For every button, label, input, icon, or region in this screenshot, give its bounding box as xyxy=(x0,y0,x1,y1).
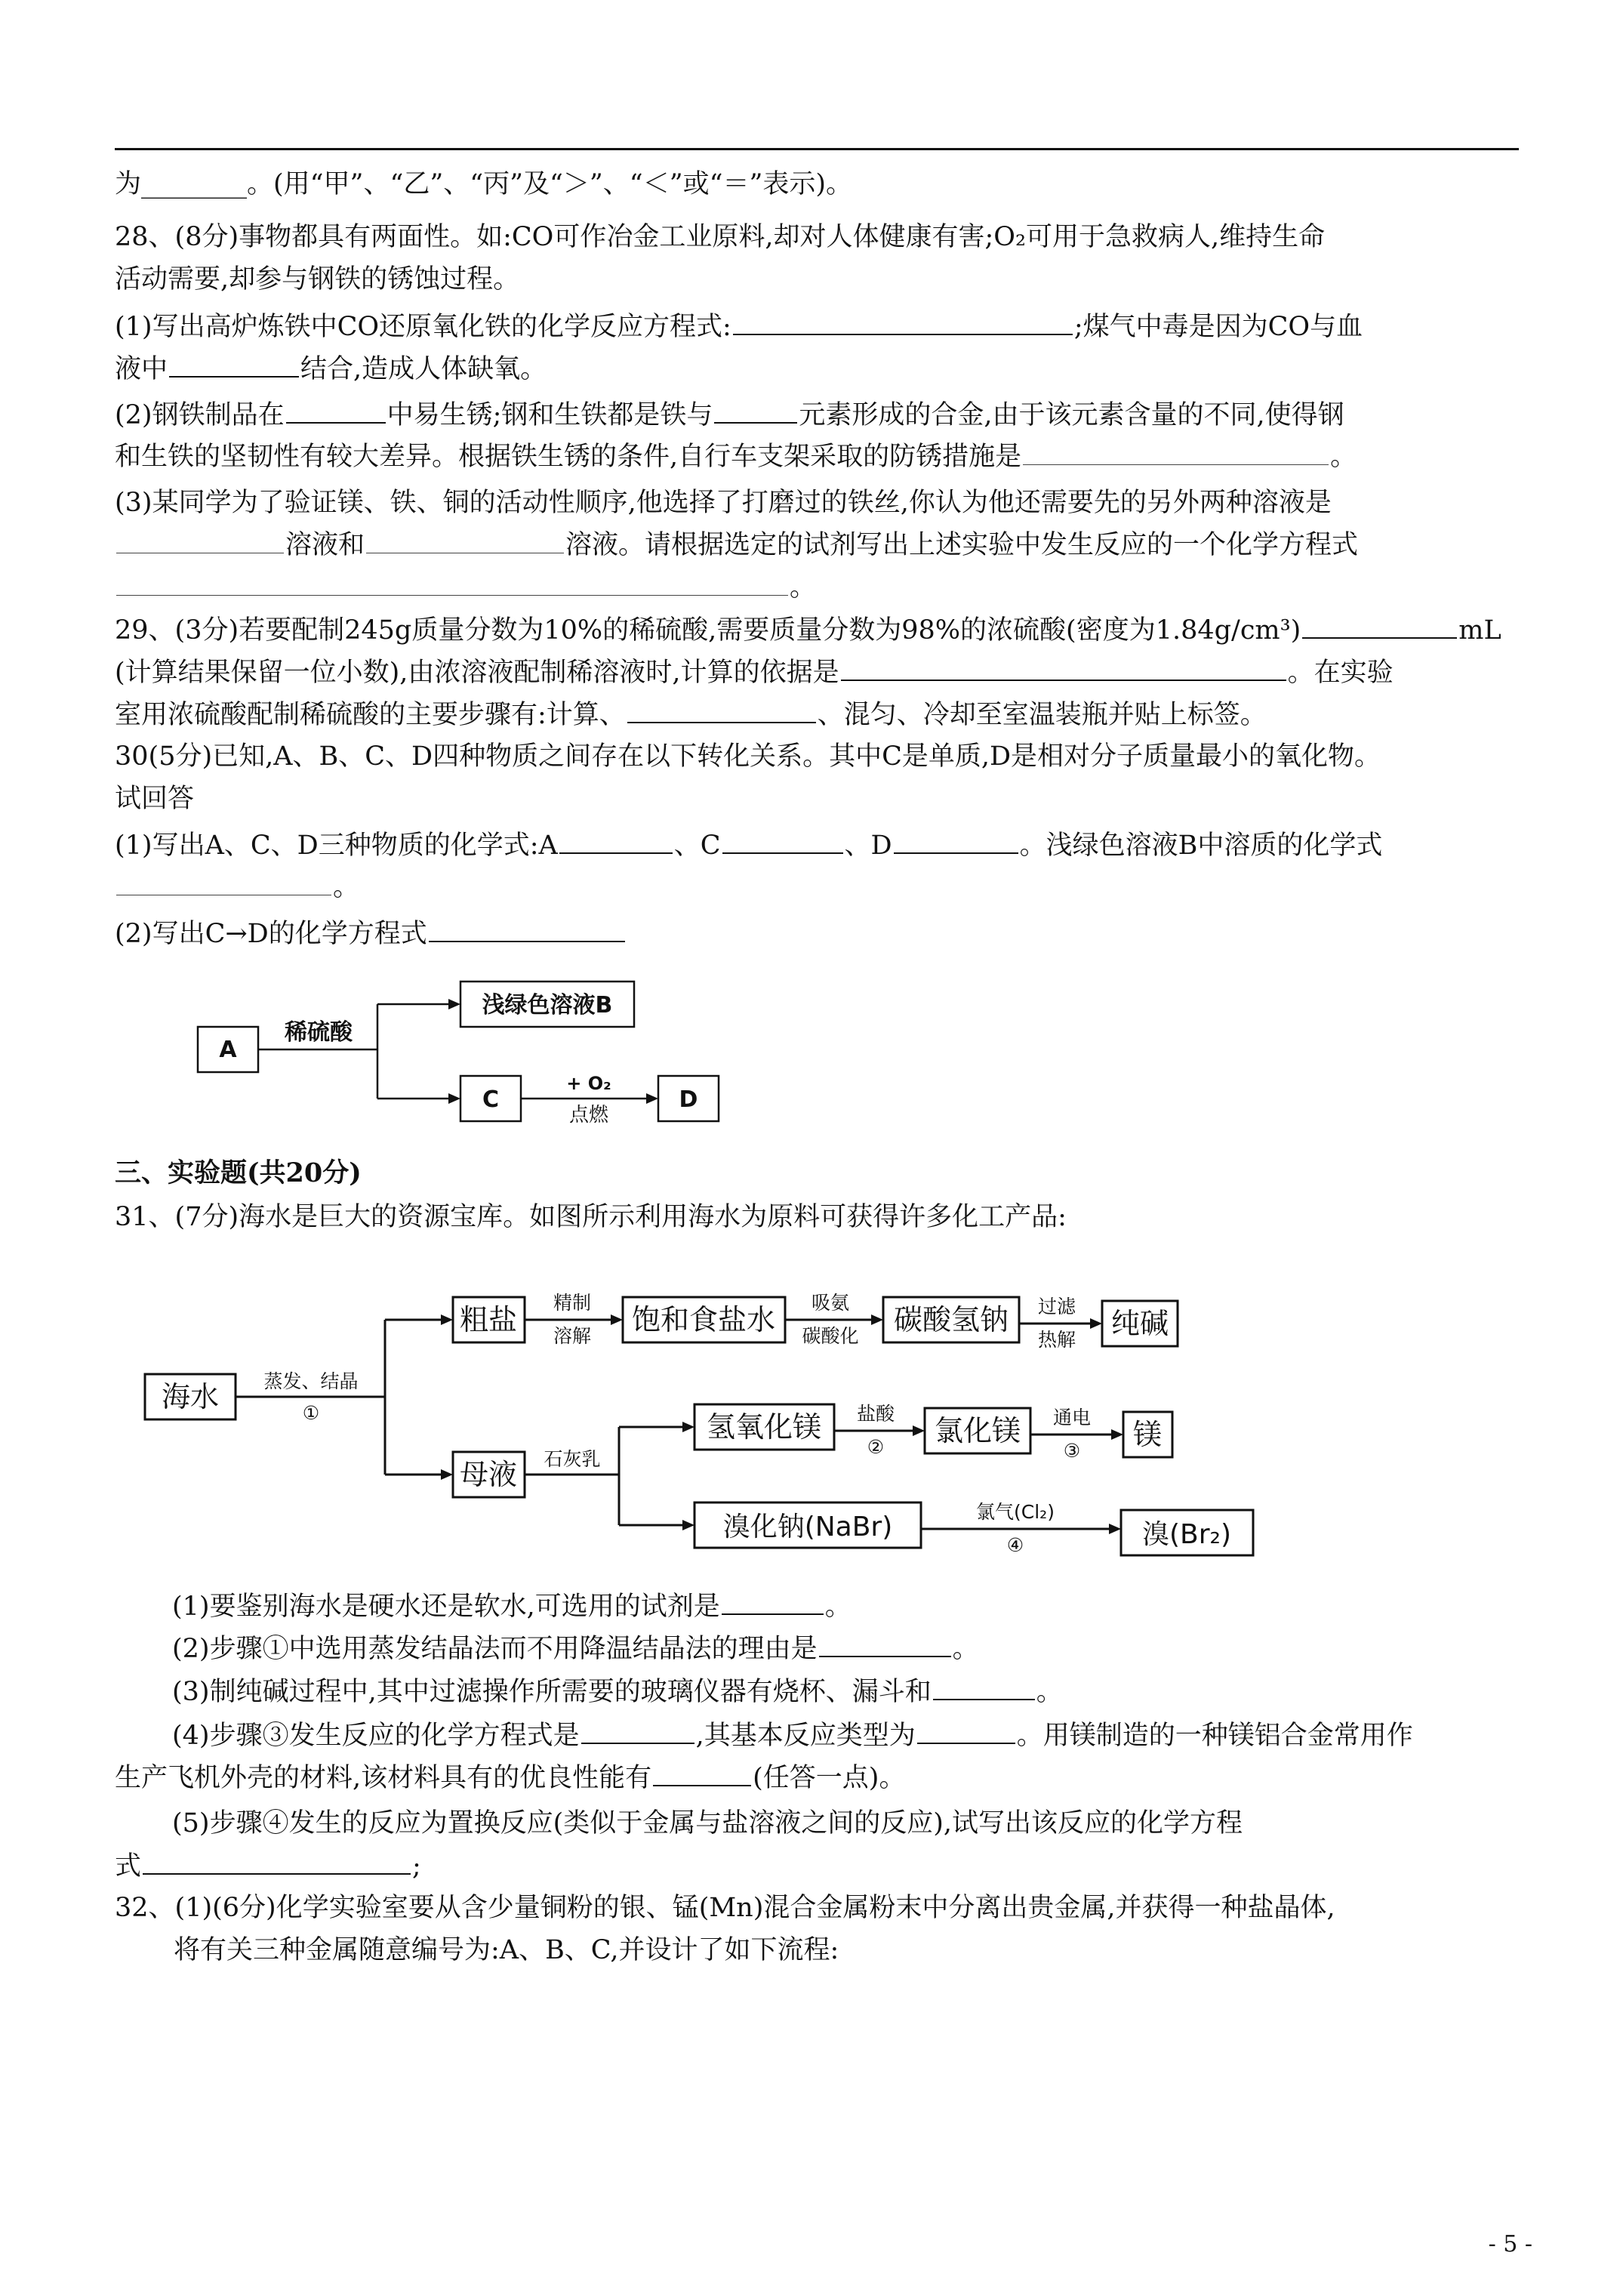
q31-4-line-2: 生产飞机外壳的材料,该材料具有的优良性能有 (任答一点)。 xyxy=(115,1761,905,1795)
answer-blank[interactable] xyxy=(1023,440,1329,465)
q29-line-1: 29、(3分)若要配制245g质量分数为10%的稀硫酸,需要质量分数为98%的浓硫酸(密度为1.84g/cm³) mL xyxy=(115,613,1501,647)
answer-blank[interactable] xyxy=(143,1849,411,1875)
filter-label: 过滤 xyxy=(1037,1296,1076,1318)
brine-label: 饱和食盐水 xyxy=(631,1303,776,1336)
answer-blank[interactable] xyxy=(894,828,1018,854)
box-d-label: D xyxy=(679,1086,698,1113)
answer-blank[interactable] xyxy=(733,310,1073,335)
q28-3-line: (3)某同学为了验证镁、铁、铜的活动性顺序,他选择了打磨过的铁丝,你认为他还需要先的另外两种溶液是 xyxy=(115,488,1332,518)
q32-line-1: 32、(1)(6分)化学实验室要从含少量铜粉的银、锰(Mn)混合金属粉末中分离出贵金属,并获得一种盐晶体, xyxy=(115,1893,1335,1923)
page-number: - 5 - xyxy=(1488,2231,1532,2257)
o2-label: + O₂ xyxy=(566,1073,611,1094)
header-rule xyxy=(115,148,1519,150)
q28-2-line: (2)钢铁制品在 中易生锈;钢和生铁都是铁与 元素形成的合金,由于该元素含量的不同,使得钢 xyxy=(115,398,1344,432)
box-a-label: A xyxy=(219,1037,237,1063)
mgcl2-label: 氯化镁 xyxy=(934,1414,1021,1447)
ignite-label: 点燃 xyxy=(568,1104,609,1126)
q29-line-3: 室用浓硫酸配制稀硫酸的主要步骤有:计算、 、混匀、冷却至室温装瓶并贴上标签。 xyxy=(115,698,1267,732)
answer-blank[interactable] xyxy=(429,917,625,942)
hcl-label: 盐酸 xyxy=(856,1403,895,1425)
q31-1-line: (1)要鉴别海水是硬水还是软水,可选用的试剂是 。 xyxy=(172,1589,852,1623)
q28-1-line: (1)写出高炉炼铁中CO还原氧化铁的化学反应方程式: ;煤气中毒是因为CO与血 xyxy=(115,310,1363,344)
answer-blank[interactable] xyxy=(116,529,284,553)
crude-salt-label: 粗盐 xyxy=(459,1303,518,1336)
absorb-label: 吸氨 xyxy=(811,1292,850,1314)
answer-blank[interactable] xyxy=(627,698,816,723)
q31-intro: 31、(7分)海水是巨大的资源宝库。如图所示利用海水为原料可获得许多化工产品: xyxy=(115,1202,1067,1232)
q28-line-2: 活动需要,却参与钢铁的锈蚀过程。 xyxy=(115,264,520,294)
answer-blank[interactable] xyxy=(933,1675,1035,1700)
section-3-title: 三、实验题(共20分) xyxy=(115,1157,362,1188)
cl2-label: 氯气(Cl₂) xyxy=(976,1501,1055,1523)
nabr-label: 溴化钠(NaBr) xyxy=(722,1512,893,1542)
carbonate-label: 碳酸化 xyxy=(802,1325,859,1347)
answer-blank[interactable] xyxy=(559,828,673,854)
soda-label: 纯碱 xyxy=(1110,1307,1169,1340)
dissolve-label: 溶解 xyxy=(553,1325,592,1347)
mother-label: 母液 xyxy=(459,1458,518,1491)
q30-1-line-2: 。 xyxy=(115,871,359,904)
text-line-1: 为________。(用“甲”、“乙”、“丙”及“＞”、“＜”或“＝”表示)。 xyxy=(115,169,853,199)
answer-blank[interactable] xyxy=(116,571,788,596)
box-b-label: 浅绿色溶液B xyxy=(482,992,613,1019)
q28-3-line-3: 。 xyxy=(115,571,816,604)
answer-blank[interactable] xyxy=(841,655,1286,681)
q31-5-line: (5)步骤④发生的反应为置换反应(类似于金属与盐溶液之间的反应),试写出该反应的化学方程 xyxy=(172,1808,1243,1838)
q31-5-line-2: 式 ; xyxy=(115,1849,421,1883)
q30-2-line: (2)写出C→D的化学方程式 xyxy=(115,917,627,951)
mg-label: 镁 xyxy=(1132,1418,1163,1451)
q28-1-line-2: 液中 结合,造成人体缺氧。 xyxy=(115,352,547,386)
q28-line-1: 28、(8分)事物都具有两面性。如:CO可作冶金工业原料,却对人体健康有害;O₂可用于急救病人,维持生命 xyxy=(115,222,1326,252)
q30-flow-diagram xyxy=(189,970,732,1133)
heat-label: 热解 xyxy=(1037,1329,1076,1351)
step3-label: ③ xyxy=(1063,1440,1081,1462)
step1-label: ① xyxy=(302,1402,320,1424)
answer-blank[interactable] xyxy=(819,1632,951,1657)
q31-flow-diagram xyxy=(136,1259,1283,1561)
answer-blank[interactable] xyxy=(917,1718,1015,1744)
q30-line-1: 30(5分)已知,A、B、C、D四种物质之间存在以下转化关系。其中C是单质,D是相对分子质量最小的氧化物。 xyxy=(115,741,1381,772)
answer-blank[interactable] xyxy=(1302,613,1457,639)
answer-blank[interactable] xyxy=(169,352,299,378)
answer-blank[interactable] xyxy=(286,398,386,424)
box-c-label: C xyxy=(482,1086,500,1113)
answer-blank[interactable] xyxy=(653,1761,751,1786)
electro-label: 通电 xyxy=(1052,1407,1092,1428)
refine-label: 精制 xyxy=(553,1292,592,1314)
answer-blank[interactable] xyxy=(722,828,843,854)
q32-line-2: 将有关三种金属随意编号为:A、B、C,并设计了如下流程: xyxy=(174,1935,839,1965)
mgoh2-label: 氢氧化镁 xyxy=(706,1410,822,1444)
q30-1-line: (1)写出A、C、D三种物质的化学式:A 、C 、D 。浅绿色溶液B中溶质的化学式 xyxy=(115,828,1382,862)
q29-line-2: (计算结果保留一位小数),由浓溶液配制稀溶液时,计算的依据是 。在实验 xyxy=(115,655,1394,689)
q28-3-line-2: 溶液和 溶液。请根据选定的试剂写出上述实验中发生反应的一个化学方程式 xyxy=(115,529,1358,562)
q30-line-2: 试回答 xyxy=(115,784,195,814)
answer-blank[interactable] xyxy=(581,1718,694,1744)
br2-label: 溴(Br₂) xyxy=(1141,1519,1232,1550)
step2-label: ② xyxy=(867,1436,885,1458)
answer-blank[interactable] xyxy=(714,398,797,424)
lime-label: 石灰乳 xyxy=(544,1448,601,1470)
step4-label: ④ xyxy=(1006,1534,1024,1556)
answer-blank[interactable] xyxy=(722,1589,824,1615)
evap-label: 蒸发、结晶 xyxy=(263,1370,359,1392)
acid-label: 稀硫酸 xyxy=(285,1019,353,1046)
answer-blank[interactable] xyxy=(116,871,331,895)
q31-3-line: (3)制纯碱过程中,其中过滤操作所需要的玻璃仪器有烧杯、漏斗和 。 xyxy=(172,1675,1063,1709)
answer-blank[interactable] xyxy=(366,529,564,553)
q28-2-line-2: 和生铁的坚韧性有较大差异。根据铁生锈的条件,自行车支架采取的防锈措施是 。 xyxy=(115,442,1357,472)
q31-2-line: (2)步骤①中选用蒸发结晶法而不用降温结晶法的理由是 。 xyxy=(172,1632,979,1666)
seawater-label: 海水 xyxy=(161,1380,220,1413)
nahco3-label: 碳酸氢钠 xyxy=(893,1303,1009,1336)
q31-4-line: (4)步骤③发生反应的化学方程式是 ,其基本反应类型为 。用镁制造的一种镁铝合金常用作 xyxy=(172,1718,1413,1752)
